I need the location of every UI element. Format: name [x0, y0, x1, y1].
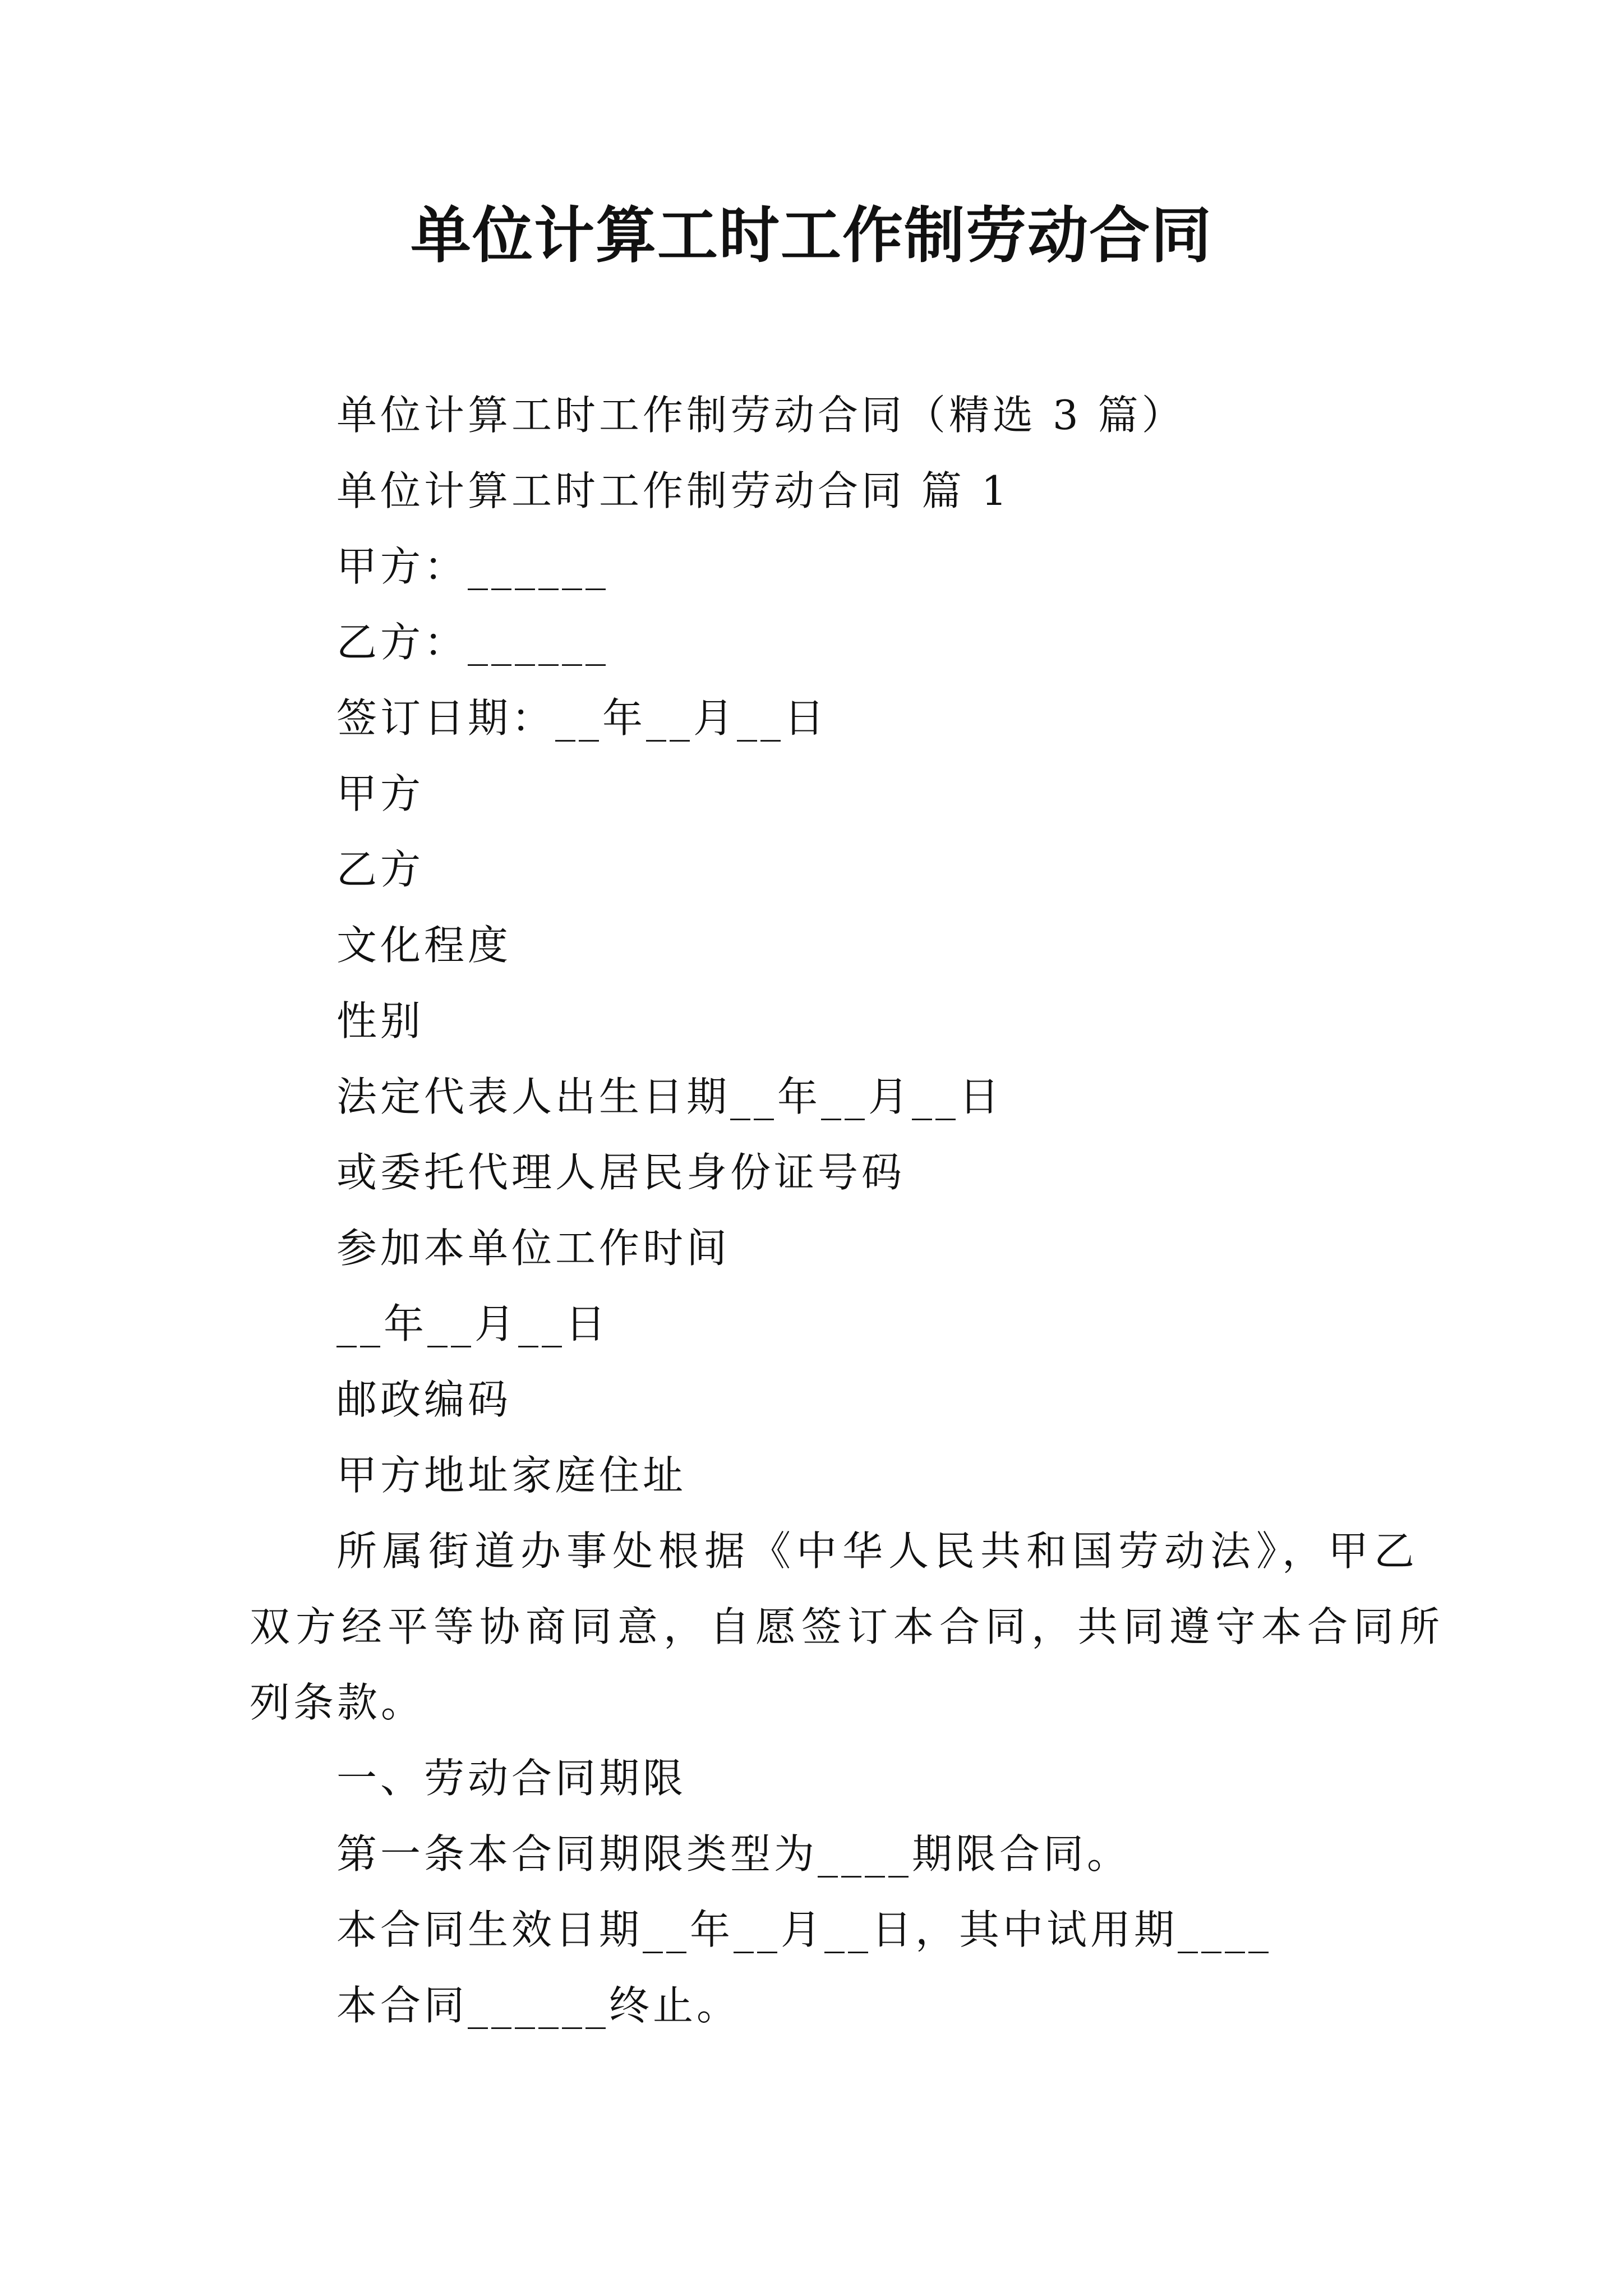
signing-date-field: 签订日期：__年__月__日: [336, 694, 828, 742]
section-heading-line: 单位计算工时工作制劳动合同 篇 1: [336, 467, 1011, 514]
party-b-label: 乙方: [336, 846, 425, 893]
article-one-line: 第一条本合同期限类型为____期限合同。: [336, 1830, 1131, 1878]
termination-line: 本合同______终止。: [336, 1982, 741, 2029]
paragraph-line-1: 所属街道办事处根据《中华人民共和国劳动法》，甲乙: [336, 1527, 1421, 1575]
party-a-label: 甲方: [336, 770, 425, 817]
representative-birth-date-field: 法定代表人出生日期__年__月__日: [336, 1073, 1003, 1120]
effective-date-line: 本合同生效日期__年__月__日，其中试用期____: [336, 1906, 1272, 1953]
party-a-field: 甲方：______: [336, 543, 610, 590]
paragraph-line-3: 列条款。: [250, 1679, 425, 1726]
gender-label: 性别: [336, 997, 425, 1045]
party-b-field: 乙方：______: [336, 619, 610, 666]
paragraph-line-2: 双方经平等协商同意，自愿签订本合同，共同遵守本合同所: [250, 1603, 1446, 1650]
address-label: 甲方地址家庭住址: [336, 1452, 687, 1499]
work-start-label: 参加本单位工作时间: [336, 1225, 731, 1272]
work-start-date-field: __年__月__日: [336, 1300, 610, 1347]
postal-code-label: 邮政编码: [336, 1376, 512, 1423]
contract-term-heading: 一、劳动合同期限: [336, 1755, 687, 1802]
id-number-label: 或委托代理人居民身份证号码: [336, 1149, 906, 1196]
subtitle-line: 单位计算工时工作制劳动合同（精选 3 篇）: [336, 392, 1186, 439]
education-label: 文化程度: [336, 922, 512, 969]
document-title: 单位计算工时工作制劳动合同: [410, 200, 1212, 271]
